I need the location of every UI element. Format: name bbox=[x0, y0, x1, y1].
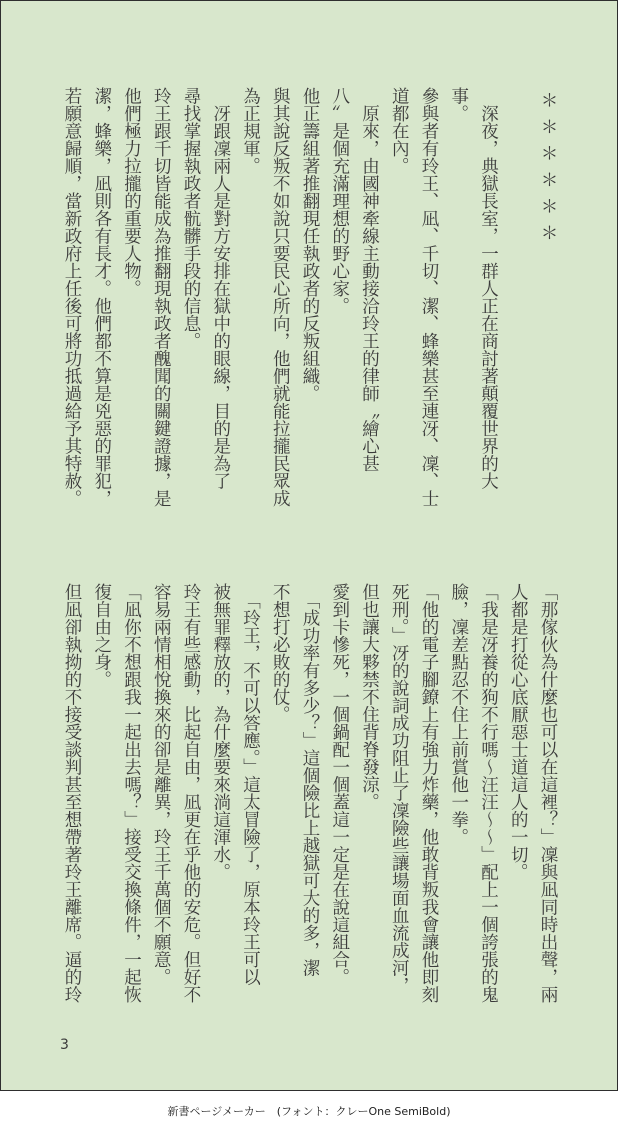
text-line: 復自由之身。 bbox=[91, 583, 112, 688]
text-line: 冴跟凜兩人是對方安排在獄中的眼線，目的是為了 bbox=[210, 87, 231, 490]
text-line: 與其說反叛不如說只要民心所向，他們就能拉攏民眾成 bbox=[270, 87, 291, 507]
text-line: 深夜，典獄長室，一群人正在商討著顛覆世界的大 bbox=[478, 87, 499, 490]
text-line: 原來，由國神牽線主動接洽玲王的律師〝繪心甚 bbox=[359, 87, 380, 472]
text-line: 道都在內。 bbox=[389, 87, 410, 175]
text-line: 尋找掌握執政者骯髒手段的信息。 bbox=[181, 87, 201, 350]
text-line: 八〞是個充滿理想的野心家。 bbox=[329, 87, 350, 315]
text-line: 若願意歸順，當新政府上任後可將功抵過給予其特赦。 bbox=[62, 87, 82, 507]
text-line: 他正籌組著推翻現任執政者的反叛組織。 bbox=[300, 87, 320, 402]
blank-line bbox=[503, 87, 533, 527]
lower-text-block bbox=[56, 583, 562, 1023]
upper-text-block bbox=[56, 87, 562, 527]
text-line: 參與者有玲王、凪、千切、潔、蜂樂甚至連冴、凜、士 bbox=[419, 87, 439, 507]
text-line: 臉，凜差點忍不住上前賞他一拳。 bbox=[448, 583, 469, 846]
text-line: 為正規軍。 bbox=[240, 87, 261, 175]
text-line: 玲王有些感動，比起自由，凪更在乎他的安危。但好不 bbox=[181, 583, 201, 1003]
text-line: 但也讓大夥禁不住背脊發涼。 bbox=[359, 583, 380, 811]
page-number: 3 bbox=[60, 1037, 69, 1053]
text-line: 玲王跟千切皆能成為推翻現執政者醜聞的關鍵證據，是 bbox=[151, 87, 172, 507]
text-line: 「我是冴養的狗不行嗎～汪汪～～」配上一個誇張的鬼 bbox=[478, 583, 499, 1003]
text-line: 「那傢伙為什麼也可以在這裡？」凜與凪同時出聲，兩 bbox=[538, 583, 558, 1003]
text-line: 潔，蜂樂，凪則各有長才。他們都不算是兇惡的罪犯， bbox=[91, 87, 112, 507]
text-line: 人都是打從心底厭惡士道這人的一切。 bbox=[508, 583, 529, 881]
text-line: 「他的電子腳鐐上有強力炸藥，他敢背叛我會讓他即刻 bbox=[419, 583, 439, 1003]
text-line: 事。 bbox=[448, 87, 469, 122]
text-line: 死刑。」冴的說詞成功阻止了凜險些讓場面血流成河， bbox=[389, 583, 410, 995]
footer-caption: 新書ページメーカー (フォント：クレーOne SemiBold) bbox=[167, 1105, 451, 1118]
text-line: 被無罪釋放的，為什麼要來淌這渾水。 bbox=[210, 583, 231, 881]
text-line: 但凪卻執拗的不接受談判甚至想帶著玲王離席。逼的玲 bbox=[62, 583, 82, 1003]
text-line: 不想打必敗的仗。 bbox=[270, 583, 291, 723]
text-line: 「凪你不想跟我一起出去嗎？」接受交換條件，一起恢 bbox=[121, 583, 142, 1003]
text-line: 愛到卡慘死，一個鍋配一個蓋這一定是在說這組合。 bbox=[329, 583, 350, 986]
text-line: 「玲王，不可以答應。」這太冒險了，原本玲王可以 bbox=[240, 583, 261, 986]
section-break-asterisks: ＊＊＊＊＊＊ bbox=[538, 91, 558, 250]
text-line: 他們極力拉攏的重要人物。 bbox=[121, 87, 142, 297]
text-line: 容易兩情相悅換來的卻是離異，玲王千萬個不願意。 bbox=[151, 583, 172, 986]
text-line: 「成功率有多少？」這個險比上越獄可大的多，潔 bbox=[300, 583, 320, 977]
